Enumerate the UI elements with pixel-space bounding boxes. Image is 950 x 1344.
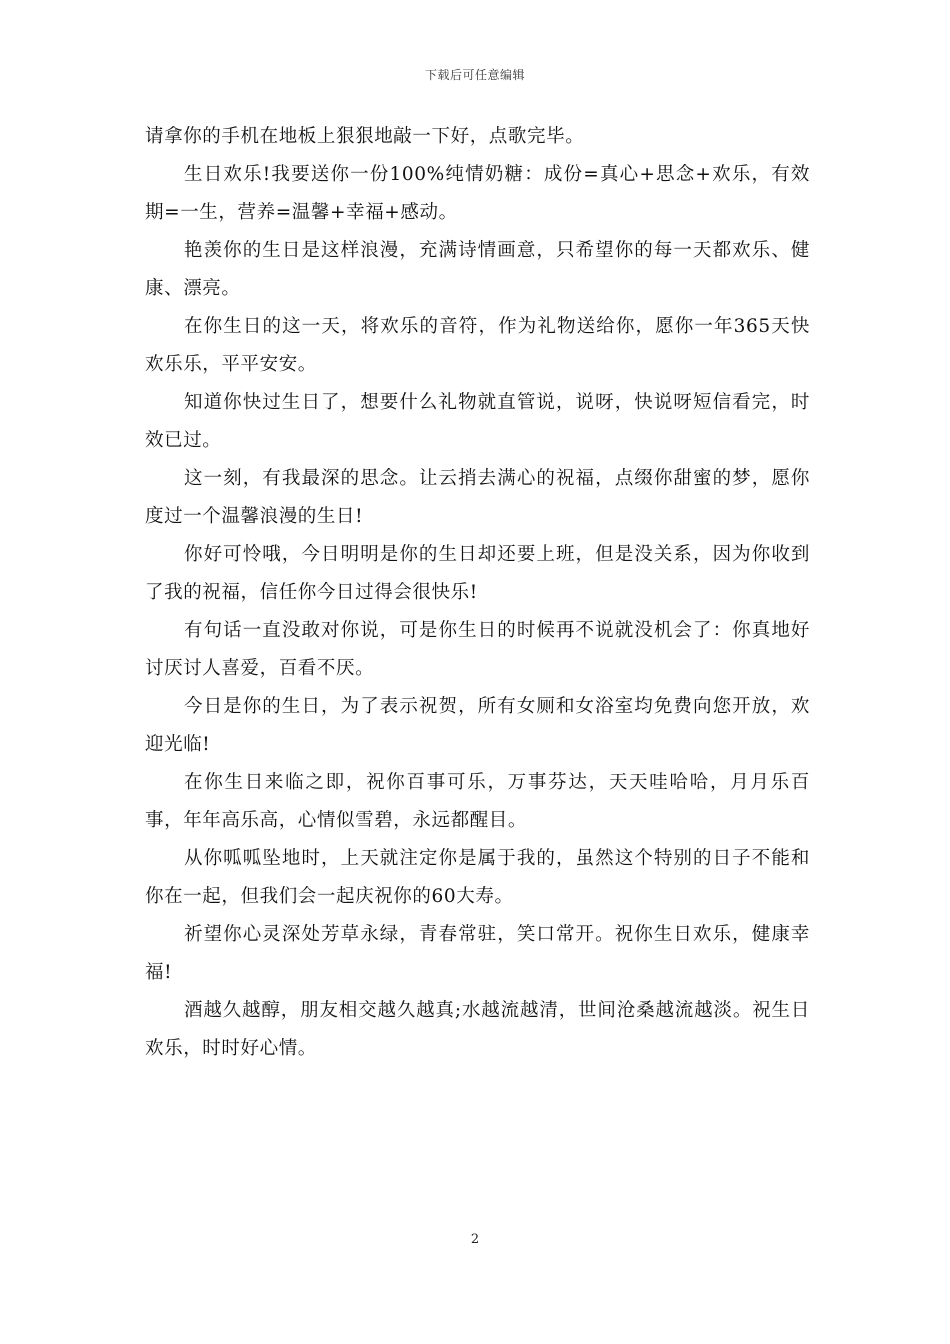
paragraph: 祈望你心灵深处芳草永绿，青春常驻，笑口常开。祝你生日欢乐，健康幸福! <box>145 924 810 983</box>
paragraph: 这一刻，有我最深的思念。让云捎去满心的祝福，点缀你甜蜜的梦，愿你度过一个温馨浪漫的生日! <box>145 468 810 527</box>
page-number: 2 <box>470 1232 480 1247</box>
paragraph: 知道你快过生日了，想要什么礼物就直管说，说呀，快说呀短信看完，时效已过。 <box>145 392 810 451</box>
paragraph: 从你呱呱坠地时，上天就注定你是属于我的，虽然这个特别的日子不能和你在一起，但我们会一起庆祝你的60大寿。 <box>145 848 810 907</box>
paragraph: 今日是你的生日，为了表示祝贺，所有女厕和女浴室均免费向您开放，欢迎光临! <box>145 696 810 755</box>
page-header: 下载后可任意编辑 <box>424 68 525 82</box>
paragraph: 生日欢乐!我要送你一份100%纯情奶糖：成份=真心+思念+欢乐，有效期=一生，营养=温馨+幸福+感动。 <box>145 164 810 223</box>
paragraph: 有句话一直没敢对你说，可是你生日的时候再不说就没机会了：你真地好讨厌讨人喜爱，百看不厌。 <box>145 620 810 679</box>
paragraph: 请拿你的手机在地板上狠狠地敲一下好，点歌完毕。 <box>145 126 585 147</box>
paragraph: 你好可怜哦，今日明明是你的生日却还要上班，但是没关系，因为你收到了我的祝福，信任你今日过得会很快乐! <box>145 544 810 603</box>
paragraph: 艳羡你的生日是这样浪漫，充满诗情画意，只希望你的每一天都欢乐、健康、漂亮。 <box>145 240 810 299</box>
paragraph: 在你生日来临之即，祝你百事可乐，万事芬达，天天哇哈哈，月月乐百事，年年高乐高，心情似雪碧，永远都醒目。 <box>145 772 810 831</box>
paragraph: 在你生日的这一天，将欢乐的音符，作为礼物送给你，愿你一年365天快欢乐乐，平平安安。 <box>145 316 810 375</box>
paragraph: 酒越久越醇，朋友相交越久越真;水越流越清，世间沧桑越流越淡。祝生日欢乐，时时好心情。 <box>145 1000 810 1059</box>
document-body <box>145 118 810 1068</box>
